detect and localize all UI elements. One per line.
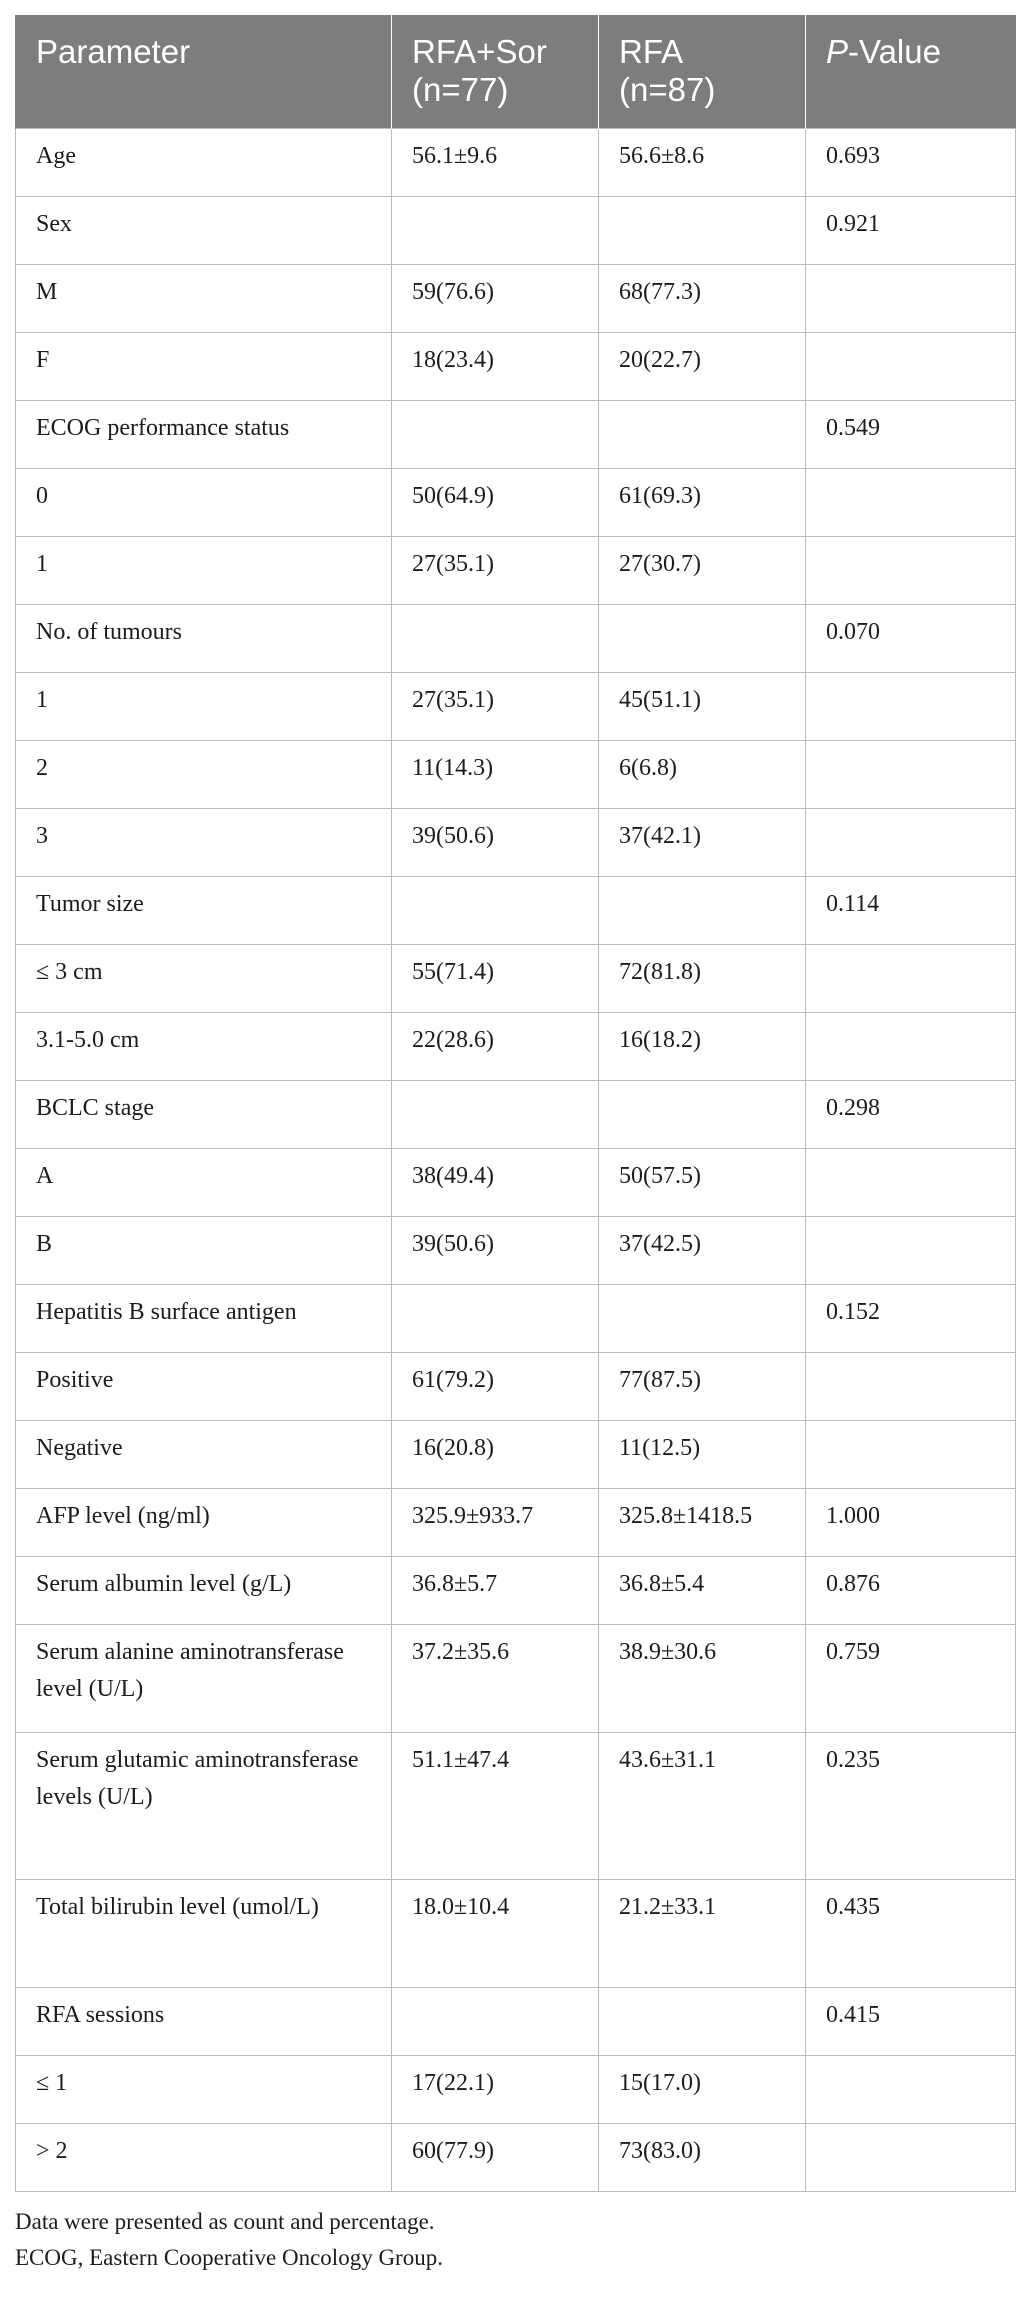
cell-rfa: 56.6±8.6 bbox=[599, 129, 806, 197]
table-row bbox=[16, 1013, 1016, 1081]
cell-p-value bbox=[806, 741, 1016, 809]
cell-parameter: 3.1-5.0 cm bbox=[16, 1013, 392, 1081]
cell-rfa: 27(30.7) bbox=[599, 537, 806, 605]
table-row bbox=[16, 809, 1016, 877]
table-footnotes bbox=[15, 2204, 1015, 2276]
footnote-data-presentation: Data were presented as count and percentage. bbox=[15, 2209, 435, 2234]
header-row bbox=[16, 15, 1016, 129]
cell-rfa: 11(12.5) bbox=[599, 1421, 806, 1489]
cell-rfa: 43.6±31.1 bbox=[599, 1733, 806, 1880]
table-row bbox=[16, 129, 1016, 197]
cell-parameter: F bbox=[16, 333, 392, 401]
cell-parameter: 1 bbox=[16, 673, 392, 741]
cell-parameter: A bbox=[16, 1149, 392, 1217]
cell-p-value: 0.549 bbox=[806, 401, 1016, 469]
cell-rfa: 73(83.0) bbox=[599, 2124, 806, 2192]
cell-rfa-sor: 18(23.4) bbox=[392, 333, 599, 401]
cell-parameter: BCLC stage bbox=[16, 1081, 392, 1149]
cell-parameter: B bbox=[16, 1217, 392, 1285]
cell-p-value bbox=[806, 265, 1016, 333]
cell-parameter: RFA sessions bbox=[16, 1988, 392, 2056]
cell-rfa-sor bbox=[392, 401, 599, 469]
cell-p-value bbox=[806, 333, 1016, 401]
table-row bbox=[16, 197, 1016, 265]
cell-rfa: 20(22.7) bbox=[599, 333, 806, 401]
cell-rfa-sor bbox=[392, 877, 599, 945]
cell-rfa bbox=[599, 1988, 806, 2056]
cell-rfa: 50(57.5) bbox=[599, 1149, 806, 1217]
cell-parameter: M bbox=[16, 265, 392, 333]
cell-rfa-sor bbox=[392, 605, 599, 673]
cell-rfa-sor: 17(22.1) bbox=[392, 2056, 599, 2124]
cell-rfa bbox=[599, 197, 806, 265]
cell-parameter: Total bilirubin level (umol/L) bbox=[16, 1880, 392, 1988]
cell-parameter: ≤ 3 cm bbox=[16, 945, 392, 1013]
cell-rfa: 77(87.5) bbox=[599, 1353, 806, 1421]
cell-p-value bbox=[806, 469, 1016, 537]
cell-parameter: Sex bbox=[16, 197, 392, 265]
cell-p-value: 0.152 bbox=[806, 1285, 1016, 1353]
cell-rfa: 68(77.3) bbox=[599, 265, 806, 333]
cell-rfa-sor: 38(49.4) bbox=[392, 1149, 599, 1217]
header-rfa-sor-line2: (n=77) bbox=[412, 71, 509, 108]
cell-rfa bbox=[599, 605, 806, 673]
cell-p-value bbox=[806, 809, 1016, 877]
table-row bbox=[16, 605, 1016, 673]
table-row bbox=[16, 1149, 1016, 1217]
baseline-characteristics-table bbox=[15, 15, 1016, 2192]
cell-rfa: 21.2±33.1 bbox=[599, 1880, 806, 1988]
table-row bbox=[16, 2056, 1016, 2124]
cell-rfa: 61(69.3) bbox=[599, 469, 806, 537]
cell-rfa: 15(17.0) bbox=[599, 2056, 806, 2124]
table-row bbox=[16, 1625, 1016, 1733]
header-p-value bbox=[806, 15, 1016, 129]
cell-rfa-sor: 61(79.2) bbox=[392, 1353, 599, 1421]
cell-rfa-sor: 11(14.3) bbox=[392, 741, 599, 809]
header-rfa-line1: RFA bbox=[619, 33, 684, 70]
cell-rfa-sor: 27(35.1) bbox=[392, 537, 599, 605]
cell-rfa-sor: 50(64.9) bbox=[392, 469, 599, 537]
cell-rfa: 6(6.8) bbox=[599, 741, 806, 809]
cell-parameter: Age bbox=[16, 129, 392, 197]
header-p-rest: -Value bbox=[848, 33, 941, 70]
cell-rfa: 45(51.1) bbox=[599, 673, 806, 741]
cell-p-value: 0.070 bbox=[806, 605, 1016, 673]
cell-rfa bbox=[599, 877, 806, 945]
cell-p-value bbox=[806, 2124, 1016, 2192]
header-rfa-sor bbox=[392, 15, 599, 129]
cell-rfa: 38.9±30.6 bbox=[599, 1625, 806, 1733]
table-row bbox=[16, 1880, 1016, 1988]
cell-rfa-sor: 39(50.6) bbox=[392, 1217, 599, 1285]
cell-parameter: Hepatitis B surface antigen bbox=[16, 1285, 392, 1353]
cell-parameter: 3 bbox=[16, 809, 392, 877]
table-row bbox=[16, 1285, 1016, 1353]
header-rfa bbox=[599, 15, 806, 129]
cell-parameter: Tumor size bbox=[16, 877, 392, 945]
table-row bbox=[16, 1733, 1016, 1880]
table-row bbox=[16, 673, 1016, 741]
cell-p-value: 0.921 bbox=[806, 197, 1016, 265]
cell-rfa-sor: 55(71.4) bbox=[392, 945, 599, 1013]
cell-p-value: 0.114 bbox=[806, 877, 1016, 945]
cell-p-value: 0.693 bbox=[806, 129, 1016, 197]
cell-parameter: No. of tumours bbox=[16, 605, 392, 673]
cell-rfa-sor: 16(20.8) bbox=[392, 1421, 599, 1489]
cell-rfa-sor bbox=[392, 197, 599, 265]
table-row bbox=[16, 265, 1016, 333]
cell-p-value: 0.298 bbox=[806, 1081, 1016, 1149]
cell-parameter: > 2 bbox=[16, 2124, 392, 2192]
cell-rfa-sor: 18.0±10.4 bbox=[392, 1880, 599, 1988]
cell-p-value bbox=[806, 1353, 1016, 1421]
table-row bbox=[16, 1353, 1016, 1421]
cell-parameter: 0 bbox=[16, 469, 392, 537]
cell-p-value bbox=[806, 945, 1016, 1013]
cell-p-value bbox=[806, 1013, 1016, 1081]
cell-rfa: 36.8±5.4 bbox=[599, 1557, 806, 1625]
cell-rfa-sor: 37.2±35.6 bbox=[392, 1625, 599, 1733]
cell-rfa: 72(81.8) bbox=[599, 945, 806, 1013]
cell-rfa bbox=[599, 401, 806, 469]
cell-p-value bbox=[806, 1217, 1016, 1285]
cell-p-value: 0.876 bbox=[806, 1557, 1016, 1625]
cell-parameter: ECOG performance status bbox=[16, 401, 392, 469]
header-p-italic: P bbox=[826, 33, 849, 70]
cell-parameter: Serum albumin level (g/L) bbox=[16, 1557, 392, 1625]
table-row bbox=[16, 1421, 1016, 1489]
table-row bbox=[16, 1081, 1016, 1149]
cell-p-value bbox=[806, 1149, 1016, 1217]
cell-rfa-sor bbox=[392, 1081, 599, 1149]
cell-p-value: 1.000 bbox=[806, 1489, 1016, 1557]
cell-parameter: Serum glutamic aminotransferase levels (U/L) bbox=[16, 1733, 392, 1880]
table-row bbox=[16, 537, 1016, 605]
cell-p-value: 0.415 bbox=[806, 1988, 1016, 2056]
cell-rfa-sor: 27(35.1) bbox=[392, 673, 599, 741]
table-row bbox=[16, 1217, 1016, 1285]
cell-rfa: 37(42.1) bbox=[599, 809, 806, 877]
cell-parameter: 1 bbox=[16, 537, 392, 605]
cell-rfa-sor: 60(77.9) bbox=[392, 2124, 599, 2192]
cell-rfa bbox=[599, 1285, 806, 1353]
cell-p-value bbox=[806, 2056, 1016, 2124]
cell-p-value bbox=[806, 537, 1016, 605]
cell-rfa-sor: 22(28.6) bbox=[392, 1013, 599, 1081]
cell-rfa: 37(42.5) bbox=[599, 1217, 806, 1285]
cell-rfa-sor bbox=[392, 1988, 599, 2056]
cell-rfa-sor: 36.8±5.7 bbox=[392, 1557, 599, 1625]
table-row bbox=[16, 877, 1016, 945]
cell-parameter: Negative bbox=[16, 1421, 392, 1489]
cell-parameter: ≤ 1 bbox=[16, 2056, 392, 2124]
cell-p-value: 0.235 bbox=[806, 1733, 1016, 1880]
table-row bbox=[16, 401, 1016, 469]
table-row bbox=[16, 333, 1016, 401]
cell-p-value bbox=[806, 673, 1016, 741]
cell-rfa-sor: 59(76.6) bbox=[392, 265, 599, 333]
cell-rfa-sor: 56.1±9.6 bbox=[392, 129, 599, 197]
cell-p-value: 0.435 bbox=[806, 1880, 1016, 1988]
cell-parameter: AFP level (ng/ml) bbox=[16, 1489, 392, 1557]
table-row bbox=[16, 1489, 1016, 1557]
table-row bbox=[16, 2124, 1016, 2192]
cell-rfa bbox=[599, 1081, 806, 1149]
cell-rfa-sor: 39(50.6) bbox=[392, 809, 599, 877]
cell-parameter: 2 bbox=[16, 741, 392, 809]
footnote-ecog-abbreviation: ECOG, Eastern Cooperative Oncology Group. bbox=[15, 2245, 443, 2270]
cell-rfa: 325.8±1418.5 bbox=[599, 1489, 806, 1557]
table-row bbox=[16, 1988, 1016, 2056]
header-rfa-line2: (n=87) bbox=[619, 71, 716, 108]
cell-rfa: 16(18.2) bbox=[599, 1013, 806, 1081]
header-rfa-sor-line1: RFA+Sor bbox=[412, 33, 547, 70]
table-row bbox=[16, 945, 1016, 1013]
table-row bbox=[16, 1557, 1016, 1625]
table-figure bbox=[15, 15, 1015, 2276]
cell-parameter: Positive bbox=[16, 1353, 392, 1421]
cell-rfa-sor bbox=[392, 1285, 599, 1353]
cell-rfa-sor: 325.9±933.7 bbox=[392, 1489, 599, 1557]
header-parameter: Parameter bbox=[16, 15, 392, 129]
cell-parameter: Serum alanine aminotransferase level (U/L) bbox=[16, 1625, 392, 1733]
table-row bbox=[16, 741, 1016, 809]
cell-p-value: 0.759 bbox=[806, 1625, 1016, 1733]
cell-p-value bbox=[806, 1421, 1016, 1489]
cell-rfa-sor: 51.1±47.4 bbox=[392, 1733, 599, 1880]
table-row bbox=[16, 469, 1016, 537]
